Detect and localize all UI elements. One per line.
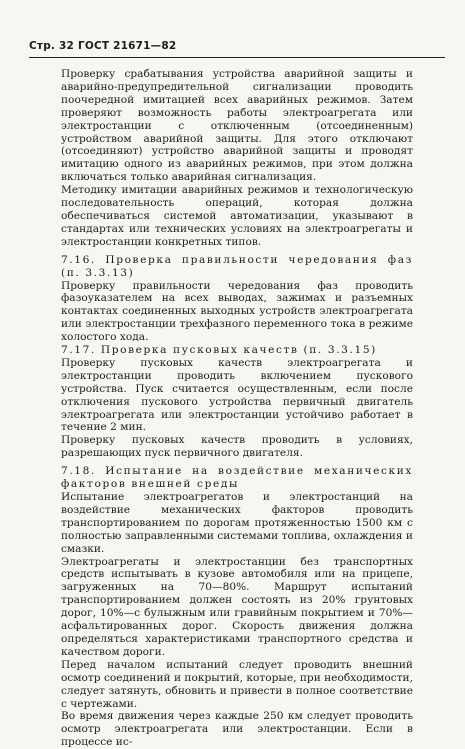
document-body: [61, 68, 413, 749]
section-heading-7-16: 7.16. Проверка правильности чередования фаз (п. 3.3.13): [61, 253, 413, 279]
paragraph: Электроагрегаты и электростанции без транспортных средств испытывать в кузове автомобиля или на прицепе, загруженных на 70—80%. Маршрут испытаний транспортированием должен состоять из 20% грунтовых дорог, 10%—с булыжным или гравийным покрытием и 70%—асфальтированных дорог. Скорость движения должна определяться характеристиками транспортного средства и качеством дороги.: [61, 555, 413, 658]
standard-number: ГОСТ 21671—82: [77, 40, 177, 52]
paragraph: Проверку пусковых качеств электроагрегата и электростанции проводить включением пускового устройства. Пуск считается осуществленным, если после отключения пускового устройства первичный двигатель электроагрегата или электростанции устойчиво работает в течение 2 мин.: [61, 356, 413, 434]
paragraph: Перед началом испытаний следует проводить внешний осмотр соединений и покрытий, которые, при необходимости, следует затянуть, обновить и привести в полное соответствие с чертежами.: [61, 658, 413, 710]
paragraph: Проверку пусковых качеств проводить в условиях, разрешающих пуск первичного двигателя.: [61, 434, 413, 460]
section-heading-7-17: 7.17. Проверка пусковых качеств (п. 3.3.15): [61, 344, 377, 357]
page-number: Стр. 32: [29, 40, 74, 52]
paragraph: Методику имитации аварийных режимов и технологическую последовательность операций, которая должна обеспечиваться системой автоматизации, указывают в стандартах или технических условиях на электроагрегаты и электростанции конкретных типов.: [61, 184, 413, 248]
page-header: [29, 40, 176, 52]
paragraph: Проверку срабатывания устройства аварийной защиты и аварийно-предупредительной сигнализации проводить поочередной имитацией всех аварийных режимов. Затем проверяют возможность работы электроагрегата или электростанции с отключенным (отсоединенным) устройством аварийной защиты. Для этого отключают (отсоединяют) устройство аварийной защиты и проводят имитацию одного из аварийных режимов, при этом должна включаться только аварийная сигнализация.: [61, 68, 413, 184]
paragraph: Проверку правильности чередования фаз проводить фазоуказателем на всех выводах, зажимах и разъемных контактах соединенных выходных устройств электроагрегата или электростанции трехфазного переменного тока в режиме холостого хода.: [61, 279, 413, 344]
paragraph: Испытание электроагрегатов и электростанций на воздействие механических факторов проводить транспортированием по дорогам протяженностью 1500 км с полностью заправленными системами топлива, охлаждения и смазки.: [61, 491, 413, 555]
header-rule: [29, 57, 445, 58]
section-heading-7-18: 7.18. Испытание на воздействие механических факторов внешней среды: [61, 465, 413, 491]
paragraph: Во время движения через каждые 250 км следует проводить осмотр электроагрегата или электростанции. Если в процессе ис-: [61, 710, 413, 749]
